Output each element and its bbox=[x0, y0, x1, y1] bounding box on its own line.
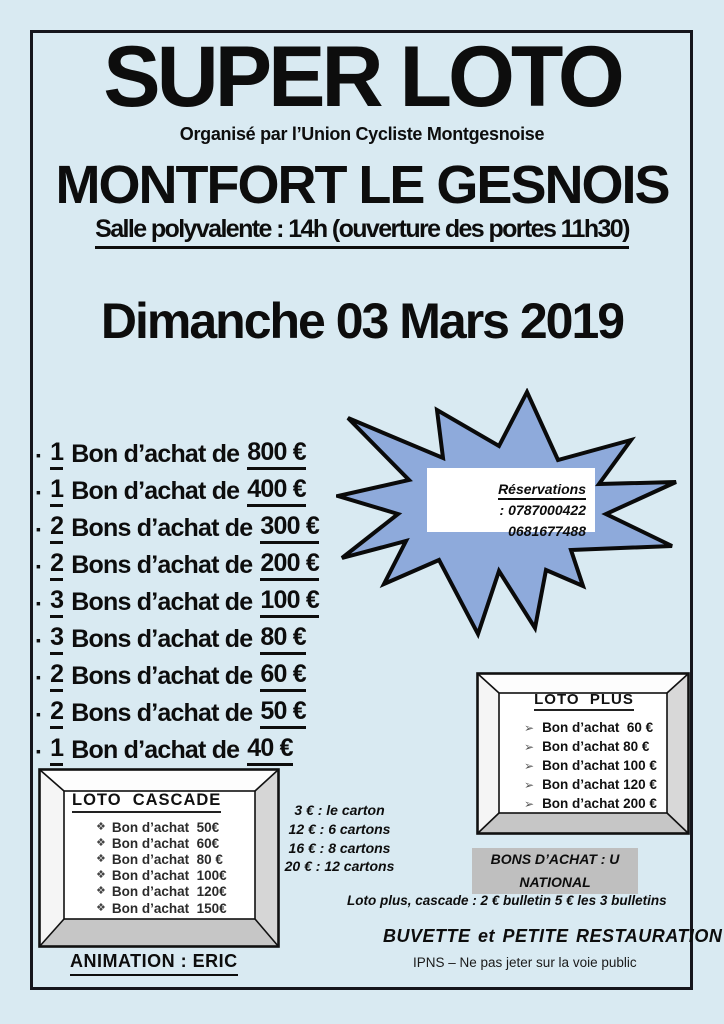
diamond-bullet-icon: ❖ bbox=[96, 820, 106, 833]
prize-count: 1 bbox=[50, 735, 63, 765]
loto-plus-item bbox=[524, 718, 670, 737]
diamond-bullet-icon: ❖ bbox=[96, 852, 106, 865]
loto-cascade-item bbox=[96, 900, 258, 916]
buvette-line: BUVETTE et PETITE RESTAURATION bbox=[383, 926, 723, 946]
square-bullet-icon: ▪ bbox=[36, 520, 41, 537]
prize-label: Bons d’achat de bbox=[71, 588, 253, 616]
prize-label: Bons d’achat de bbox=[71, 551, 253, 579]
pricing-line: 3 € : le carton bbox=[294, 802, 385, 818]
square-bullet-icon: ▪ bbox=[36, 668, 41, 685]
loto-cascade-item bbox=[96, 835, 258, 851]
prize-count: 3 bbox=[50, 624, 63, 654]
square-bullet-icon: ▪ bbox=[36, 557, 41, 574]
loto-plus-item-text: Bon d’achat 80 € bbox=[542, 739, 650, 754]
prize-item bbox=[36, 695, 319, 732]
loto-plus-item bbox=[524, 794, 670, 813]
square-bullet-icon: ▪ bbox=[36, 483, 41, 500]
prize-amount: 400 € bbox=[247, 476, 306, 506]
arrow-bullet-icon: ➢ bbox=[524, 796, 535, 811]
prize-count: 3 bbox=[50, 587, 63, 617]
reservations-line1 bbox=[427, 479, 586, 521]
pricing-line: 16 € : 8 cartons bbox=[288, 839, 391, 856]
prize-item bbox=[36, 732, 319, 769]
arrow-bullet-icon: ➢ bbox=[524, 777, 535, 792]
prize-amount: 200 € bbox=[260, 550, 319, 580]
loto-cascade-item-text: Bon d’achat 100€ bbox=[111, 868, 227, 884]
square-bullet-icon: ▪ bbox=[36, 631, 41, 648]
loto-cascade-item-text: Bon d’achat 120€ bbox=[111, 884, 227, 900]
loto-plus-item-text: Bon d’achat 120 € bbox=[542, 777, 657, 792]
loto-plus-list bbox=[498, 718, 670, 813]
venue-line bbox=[0, 215, 724, 249]
prize-amount: 100 € bbox=[260, 587, 319, 617]
loto-plus-item bbox=[524, 775, 670, 794]
prize-label: Bons d’achat de bbox=[71, 699, 253, 727]
loto-cascade-list bbox=[62, 819, 258, 916]
poster-title: SUPER LOTO bbox=[103, 29, 621, 125]
city-title: MONTFORT LE GESNOIS bbox=[55, 155, 669, 215]
reservations-label: Réservations bbox=[498, 481, 586, 500]
loto-cascade-item-text: Bon d’achat 60€ bbox=[111, 835, 220, 851]
prize-item bbox=[36, 658, 319, 695]
prize-item bbox=[36, 584, 319, 621]
loto-cascade-item-text: Bon d’achat 80 € bbox=[111, 851, 223, 867]
prize-item bbox=[36, 510, 319, 547]
loto-cascade-item bbox=[96, 851, 258, 867]
loto-plus-item-text: Bon d’achat 100 € bbox=[542, 758, 657, 773]
prize-item bbox=[36, 473, 319, 510]
loto-plus-item-text: Bon d’achat 200 € bbox=[542, 796, 657, 811]
prize-label: Bon d’achat de bbox=[71, 477, 240, 505]
prize-count: 1 bbox=[50, 439, 63, 469]
prize-count: 2 bbox=[50, 661, 63, 691]
loto-cascade-item bbox=[96, 819, 258, 835]
ipns-notice: IPNS – Ne pas jeter sur la voie public bbox=[413, 955, 637, 970]
prize-amount: 300 € bbox=[260, 513, 319, 543]
diamond-bullet-icon: ❖ bbox=[96, 836, 106, 849]
loto-cascade-item bbox=[96, 884, 258, 900]
animation-text: ANIMATION : ERIC bbox=[70, 951, 238, 976]
prize-count: 2 bbox=[50, 698, 63, 728]
loto-cascade-item-text: Bon d’achat 150€ bbox=[111, 900, 227, 916]
prize-label: Bons d’achat de bbox=[71, 514, 253, 542]
loto-cascade-title: LOTO CASCADE bbox=[72, 791, 221, 813]
loto-cascade-board bbox=[62, 791, 258, 916]
prize-label: Bons d’achat de bbox=[71, 625, 253, 653]
phone-number-2: 0681677488 bbox=[508, 523, 586, 539]
prize-amount: 80 € bbox=[260, 624, 305, 654]
loto-plus-item-text: Bon d’achat 60 € bbox=[542, 720, 654, 735]
loto-cascade-item-text: Bon d’achat 50€ bbox=[111, 819, 220, 835]
arrow-bullet-icon: ➢ bbox=[524, 739, 535, 754]
diamond-bullet-icon: ❖ bbox=[96, 869, 106, 882]
prize-label: Bon d’achat de bbox=[71, 736, 240, 764]
prize-amount: 40 € bbox=[247, 735, 292, 765]
prize-amount: 800 € bbox=[247, 439, 306, 469]
prize-count: 1 bbox=[50, 476, 63, 506]
organizer-subtitle: Organisé par l’Union Cycliste Montgesnoise bbox=[179, 124, 545, 144]
prize-item bbox=[36, 621, 319, 658]
diamond-bullet-icon: ❖ bbox=[96, 885, 106, 898]
diamond-bullet-icon: ❖ bbox=[96, 901, 106, 914]
reservations-separator: : bbox=[495, 502, 509, 518]
square-bullet-icon: ▪ bbox=[36, 446, 41, 463]
square-bullet-icon: ▪ bbox=[36, 742, 41, 759]
animation-credit bbox=[70, 951, 238, 976]
prize-item bbox=[36, 436, 319, 473]
prize-count: 2 bbox=[50, 550, 63, 580]
arrow-bullet-icon: ➢ bbox=[524, 720, 535, 735]
pricing-line: 20 € : 12 cartons bbox=[284, 858, 395, 875]
carton-pricing bbox=[262, 801, 417, 876]
loto-cascade-item bbox=[96, 868, 258, 884]
prize-item bbox=[36, 547, 319, 584]
bulletins-pricing: Loto plus, cascade : 2 € bulletin 5 € les 3 bulletins bbox=[347, 893, 667, 908]
loto-plus-item bbox=[524, 737, 670, 756]
phone-number-1: 0787000422 bbox=[508, 502, 586, 518]
prize-amount: 50 € bbox=[260, 698, 305, 728]
prize-label: Bon d’achat de bbox=[71, 440, 240, 468]
arrow-bullet-icon: ➢ bbox=[524, 758, 535, 773]
venue-text: Salle polyvalente : 14h (ouverture des portes 11h30) bbox=[95, 216, 629, 249]
prize-label: Bons d’achat de bbox=[71, 662, 253, 690]
prize-count: 2 bbox=[50, 513, 63, 543]
square-bullet-icon: ▪ bbox=[36, 594, 41, 611]
prize-list bbox=[36, 436, 319, 769]
event-date: Dimanche 03 Mars 2019 bbox=[100, 293, 624, 349]
bons-achat-highlight: BONS D’ACHAT : U NATIONAL bbox=[472, 848, 638, 894]
loto-plus-board bbox=[498, 691, 670, 813]
pricing-line: 12 € : 6 cartons bbox=[288, 820, 391, 837]
reservations-box bbox=[427, 468, 595, 539]
loto-plus-item bbox=[524, 756, 670, 775]
prize-amount: 60 € bbox=[260, 661, 305, 691]
loto-plus-title: LOTO PLUS bbox=[534, 691, 634, 711]
square-bullet-icon: ▪ bbox=[36, 705, 41, 722]
